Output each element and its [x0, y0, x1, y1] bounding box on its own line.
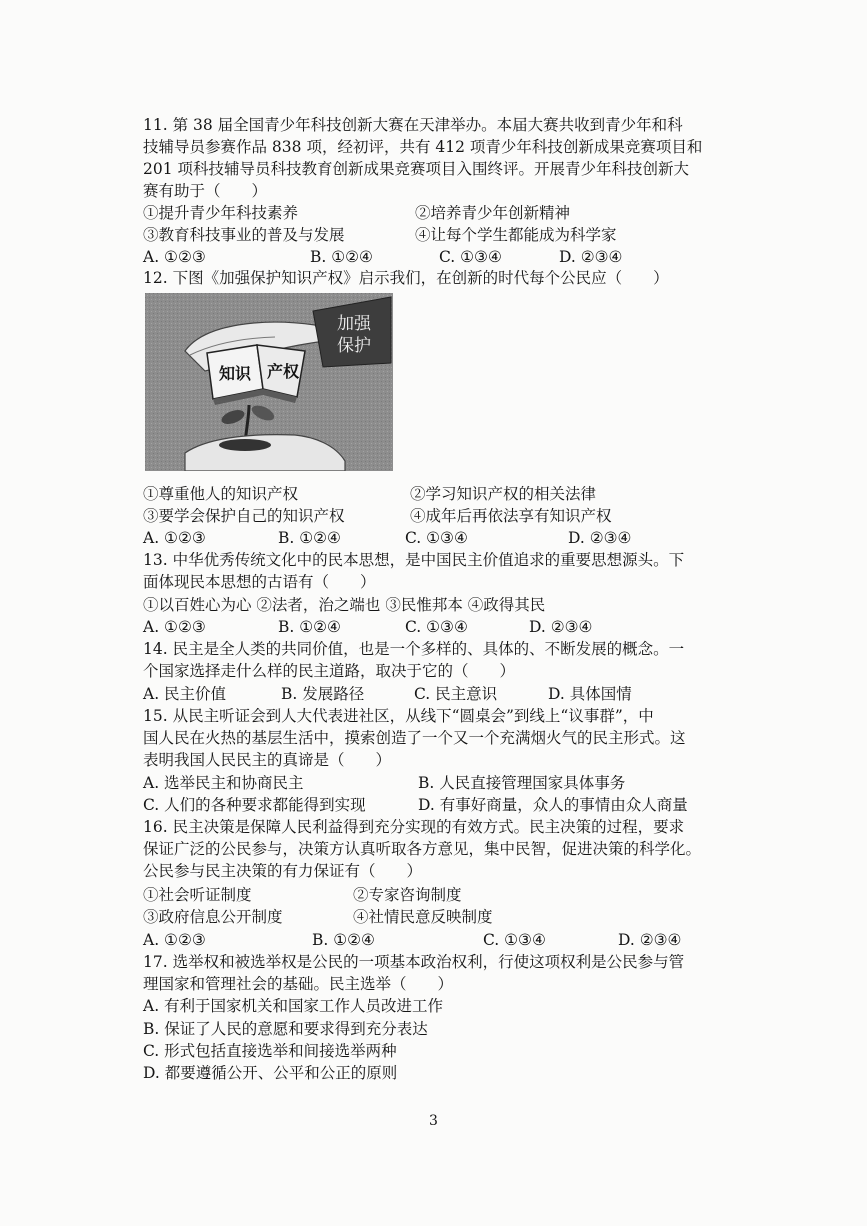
- q17-stem-line-2: 理国家和管理社会的基础。民主选举（ ）: [143, 975, 454, 993]
- q14-choice-b[interactable]: B. 发展路径: [281, 685, 365, 703]
- q11-option-3: ③教育科技事业的普及与发展: [143, 226, 345, 244]
- q11-options-row-2: [143, 224, 617, 246]
- q15-choice-a[interactable]: A. 选举民主和协商民主: [143, 774, 304, 792]
- q13-choice-c[interactable]: C. ①③④: [405, 618, 468, 636]
- ip-protection-illustration: [145, 293, 393, 471]
- q16-stem-line-3: 公民参与民主决策的有力保证有（ ）: [143, 862, 423, 880]
- q15-stem-line-3: 表明我国人民民主的真谛是（ ）: [143, 751, 392, 769]
- q17-choice-c[interactable]: C. 形式包括直接选举和间接选举两种: [143, 1042, 397, 1060]
- q17-choice-b[interactable]: B. 保证了人民的意愿和要求得到充分表达: [143, 1020, 428, 1038]
- q16-stem-line-2: 保证广泛的公民参与，决策方认真听取各方意见，集中民智，促进决策的科学化。: [143, 840, 702, 858]
- q13-stem-line-2: 面体现民本思想的古语有（ ）: [143, 573, 376, 591]
- q16-option-3: ③政府信息公开制度: [143, 908, 283, 926]
- q16-option-1: ①社会听证制度: [143, 886, 252, 904]
- sleeve-text-1: 加强: [337, 314, 371, 334]
- q11-option-2: ②培养青少年创新精神: [415, 204, 571, 222]
- q11-choice-c[interactable]: C. ①③④: [439, 248, 502, 266]
- q12-stem: 12. 下图《加强保护知识产权》启示我们，在创新的时代每个公民应（ ）: [143, 269, 669, 287]
- q12-option-1: ①尊重他人的知识产权: [143, 485, 299, 503]
- q16-option-4: ④社情民意反映制度: [353, 908, 493, 926]
- q12-choices: [143, 527, 632, 549]
- q13-options: ①以百姓心为心 ②法者，治之端也 ③民惟邦本 ④政得其民: [143, 596, 546, 614]
- q12-options-row-2: [143, 505, 612, 527]
- q15-choices-row-1: [143, 772, 626, 794]
- q14-stem-line-2: 个国家选择走什么样的民主道路，取决于它的（ ）: [143, 662, 516, 680]
- q15-choice-b[interactable]: B. 人民直接管理国家具体事务: [418, 774, 626, 792]
- q15-choice-d[interactable]: D. 有事好商量，众人的事情由众人商量: [418, 796, 688, 814]
- q14-stem-line-1: 14. 民主是全人类的共同价值，也是一个多样的、具体的、不断发展的概念。一: [143, 640, 685, 658]
- q12-choice-a[interactable]: A. ①②③: [143, 529, 206, 547]
- q15-choice-c[interactable]: C. 人们的各种要求都能得到实现: [143, 796, 366, 814]
- q16-option-2: ②专家咨询制度: [353, 886, 462, 904]
- sleeve-text-2: 保护: [337, 336, 371, 356]
- q15-stem-line-2: 国人民在火热的基层生活中，摸索创造了一个又一个充满烟火气的民主形式。这: [143, 729, 686, 747]
- q16-stem-line-1: 16. 民主决策是保障人民利益得到充分实现的有效方式。民主决策的过程，要求: [143, 818, 685, 836]
- q16-options-row-2: [143, 906, 493, 928]
- q13-choice-a[interactable]: A. ①②③: [143, 618, 206, 636]
- page-number: 3: [429, 1113, 438, 1129]
- q12-option-2: ②学习知识产权的相关法律: [410, 485, 597, 503]
- q16-choice-b[interactable]: B. ①②④: [312, 931, 375, 949]
- q13-choices: [143, 616, 593, 638]
- q12-option-4: ④成年后再依法享有知识产权: [410, 507, 612, 525]
- q16-choice-d[interactable]: D. ②③④: [618, 931, 682, 949]
- q14-choice-c[interactable]: C. 民主意识: [414, 685, 498, 703]
- q13-choice-d[interactable]: D. ②③④: [529, 618, 593, 636]
- q11-option-1: ①提升青少年科技素养: [143, 204, 299, 222]
- q16-choice-c[interactable]: C. ①③④: [483, 931, 546, 949]
- q11-options-row-1: [143, 202, 571, 224]
- q11-choices: [143, 246, 623, 268]
- q17-stem-line-1: 17. 选举权和被选举权是公民的一项基本政治权利，行使这项权利是公民参与管: [143, 953, 685, 971]
- q17-choice-d[interactable]: D. 都要遵循公开、公平和公正的原则: [143, 1064, 398, 1082]
- q12-option-3: ③要学会保护自己的知识产权: [143, 507, 345, 525]
- q11-stem-line-3: 201 项科技辅导员科技教育创新成果竞赛项目入围终评。开展青少年科技创新大: [143, 160, 690, 178]
- q11-option-4: ④让每个学生都能成为科学家: [415, 226, 617, 244]
- q11-stem-line-4: 赛有助于（ ）: [143, 182, 268, 200]
- q11-choice-b[interactable]: B. ①②④: [310, 248, 373, 266]
- q13-stem-line-1: 13. 中华优秀传统文化中的民本思想，是中国民主价值追求的重要思想源头。下: [143, 551, 685, 569]
- q12-options-row-1: [143, 483, 597, 505]
- book-text-1: 知识: [219, 364, 252, 383]
- q16-choices: [143, 929, 682, 951]
- q14-choice-a[interactable]: A. 民主价值: [143, 685, 227, 703]
- q12-choice-d[interactable]: D. ②③④: [568, 529, 632, 547]
- q12-choice-b[interactable]: B. ①②④: [278, 529, 341, 547]
- q16-choice-a[interactable]: A. ①②③: [143, 931, 206, 949]
- q17-choice-a[interactable]: A. 有利于国家机关和国家工作人员改进工作: [143, 997, 444, 1015]
- q11-stem-line-1: 11. 第 38 届全国青少年科技创新大赛在天津举办。本届大赛共收到青少年和科: [143, 116, 683, 134]
- q15-choices-row-2: [143, 794, 688, 816]
- q14-choices: [143, 683, 632, 705]
- q15-stem-line-1: 15. 从民主听证会到人大代表进社区，从线下“圆桌会”到线上“议事群”，中: [143, 707, 654, 725]
- q11-stem-line-2: 技辅导员参赛作品 838 项，经初评，共有 412 项青少年科技创新成果竞赛项目和: [143, 138, 703, 156]
- q13-choice-b[interactable]: B. ①②④: [278, 618, 341, 636]
- q11-choice-d[interactable]: D. ②③④: [559, 248, 623, 266]
- q14-choice-d[interactable]: D. 具体国情: [548, 685, 632, 703]
- q16-options-row-1: [143, 884, 462, 906]
- q12-choice-c[interactable]: C. ①③④: [405, 529, 468, 547]
- q11-choice-a[interactable]: A. ①②③: [143, 248, 206, 266]
- book-text-2: 产权: [267, 362, 300, 381]
